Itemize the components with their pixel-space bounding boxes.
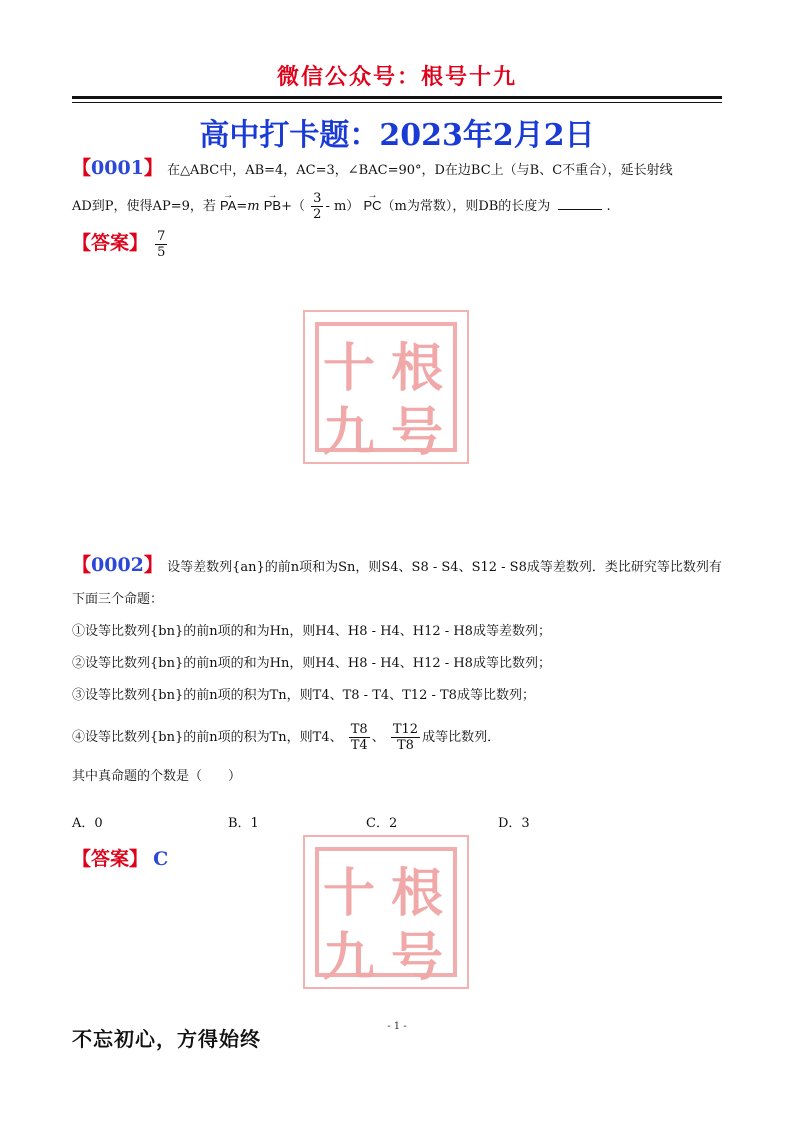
question-0001: [72, 158, 673, 260]
option-c: C．2: [366, 816, 398, 831]
vector-pb: → PB: [264, 196, 281, 216]
q1-answer-label: 【答案】: [72, 232, 149, 254]
q2-number: 【0002】: [72, 554, 163, 576]
q1-eq-m: =m: [236, 199, 260, 214]
q2-answer-label: 【答案】: [72, 848, 149, 870]
vector-pc: → PC: [363, 196, 381, 216]
option-a: A．0: [72, 816, 103, 831]
q2-line1: [72, 555, 722, 578]
q1-line1: [72, 158, 673, 181]
page-number: - 1 -: [387, 1021, 407, 1032]
q2-text-line2: 下面三个命题：: [72, 592, 164, 607]
q1-plus: +（: [281, 199, 306, 214]
seal-stamp-1: 十 根 九 号: [303, 310, 469, 464]
q1-number: 【0001】: [72, 157, 163, 179]
q2-fraction-1: $\frac{T8}{T4}$: [350, 722, 368, 753]
q1-answer: [72, 228, 673, 260]
q1-minus-m: - m）: [325, 199, 360, 214]
header-rule-thick: [72, 96, 722, 99]
q1-answer-value: $\frac{7}{5}$: [157, 229, 166, 260]
q2-question: 其中真命题的个数是（ ）: [72, 769, 242, 784]
wechat-header: 微信公众号：根号十九: [276, 64, 517, 90]
q2-proposition-1: ①设等比数列{bn}的前n项的和为Hn，则H4、H8 - H4、H12 - H8成等差数列；: [72, 624, 551, 639]
option-b: B．1: [228, 816, 259, 831]
vector-pa: → PA: [220, 196, 236, 216]
question-0002: [72, 555, 722, 787]
q1-text-line1: 在△ABC中，AB=4，AC=3，∠BAC=90°，D在边BC上（与B、C不重合），延长射线: [167, 163, 673, 178]
footer-motto: 不忘初心，方得始终: [72, 1027, 261, 1051]
q2-answer: [72, 844, 168, 871]
q2-fraction-2: $\frac{T12}{T8}$: [392, 722, 419, 753]
q2-proposition-4: ④设等比数列{bn}的前n项的积为Tn，则T4、 $\frac{T8}{T4}$ 、 $\frac{T12}{T8}$ 成等比数列．: [72, 722, 501, 753]
q2-text-line1: 设等差数列{an}的前n项和为Sn，则S4、S8 - S4、S12 - S8成等差数列．类比研究等比数列有: [167, 560, 722, 575]
q1-fraction: $\frac{3}{2}$: [313, 191, 322, 222]
answer-blank: [558, 209, 602, 210]
q2-proposition-2: ②设等比数列{bn}的前n项的和为Hn，则H4、H8 - H4、H12 - H8成等比数列；: [72, 656, 551, 671]
q1-text-line2b: （m为常数），则DB的长度为: [381, 199, 551, 214]
page-title: 高中打卡题：2023年2月2日: [199, 118, 595, 153]
q1-line2: AD到P，使得AP=9，若 → PA=m → PB+（ $\frac{3}{2}$ - m） → PC（m为常数），则DB的长度为 .: [72, 191, 673, 222]
q2-proposition-3: ③设等比数列{bn}的前n项的积为Tn，则T4、T8 - T4、T12 - T8成等比数列；: [72, 688, 535, 703]
header-rule-thin: [72, 102, 722, 103]
option-d: D．3: [498, 816, 530, 831]
q1-text-line2a: AD到P，使得AP=9，若: [72, 199, 216, 214]
q2-answer-value: C: [153, 848, 169, 870]
seal-stamp-2: 十 根 九 号: [303, 835, 469, 989]
